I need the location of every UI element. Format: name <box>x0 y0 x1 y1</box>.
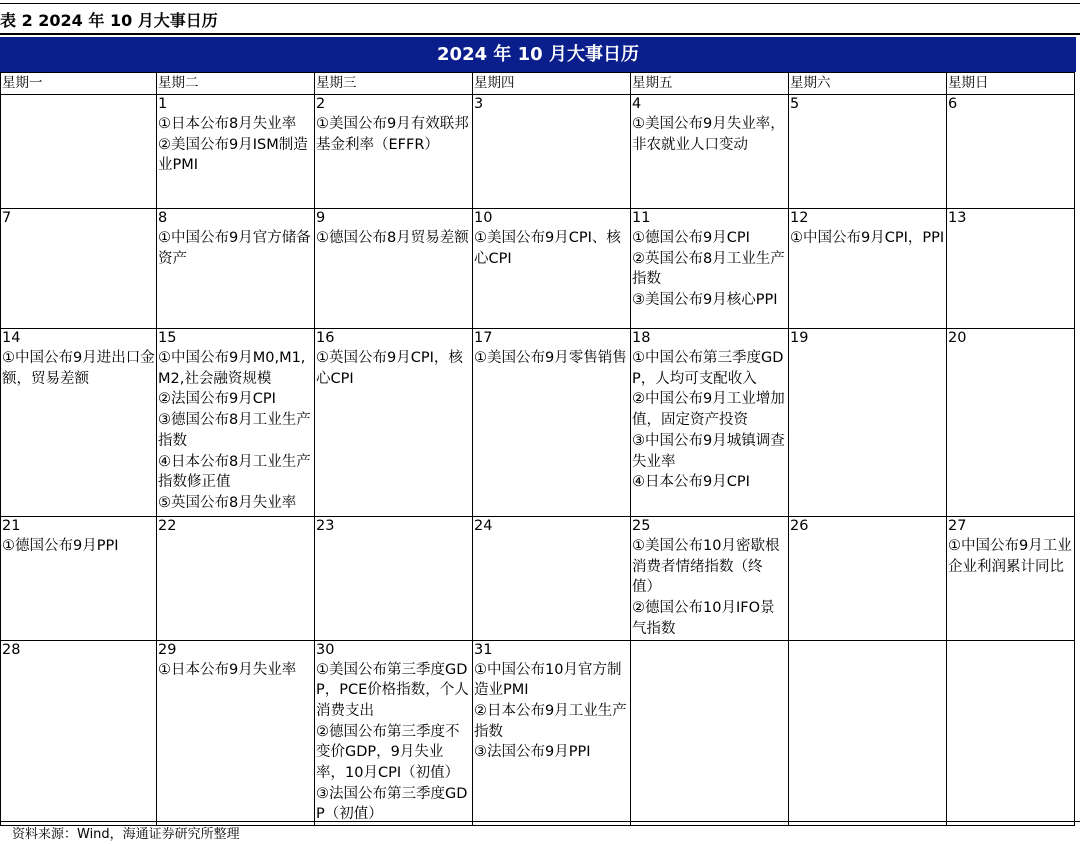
day-number: 12 <box>790 210 809 226</box>
day-cell <box>315 517 473 641</box>
day-cell <box>473 209 631 329</box>
day-events: ①美国公布9月有效联邦基金利率（EFFR） <box>316 116 469 153</box>
day-cell <box>631 95 789 209</box>
day-cell <box>473 517 631 641</box>
day-cell <box>473 95 631 209</box>
day-cell <box>1 209 157 329</box>
day-events: ①英国公布9月CPI，核心CPI <box>316 350 463 387</box>
day-number: 20 <box>948 330 967 346</box>
source-note: 资料来源：Wind，海通证券研究所整理 <box>12 827 240 842</box>
day-events: ①中国公布10月官方制造业PMI ②日本公布9月工业生产指数 ③法国公布9月PPI <box>474 661 627 761</box>
day-cell <box>789 640 947 826</box>
day-cell <box>315 329 473 517</box>
day-cell <box>473 640 631 826</box>
day-cell <box>631 209 789 329</box>
day-number: 29 <box>158 641 177 658</box>
day-cell <box>947 329 1075 517</box>
day-number <box>631 641 788 660</box>
day-cell <box>1 517 157 641</box>
day-events: ①中国公布9月工业企业利润累计同比 <box>948 538 1072 575</box>
day-cell <box>947 95 1075 209</box>
day-number: 16 <box>316 330 335 346</box>
day-cell <box>157 209 315 329</box>
day-number: 22 <box>158 518 177 534</box>
table-caption: 表 2 2024 年 10 月大事日历 <box>0 11 218 30</box>
day-number: 7 <box>2 210 12 226</box>
day-events: ①中国公布9月官方储备资产 <box>158 230 311 267</box>
day-events: ①中国公布9月M0,M1,M2,社会融资规模 ②法国公布9月CPI ③德国公布8月工业生产指数 ④日本公布8月工业生产指数修正值 ⑤英国公布8月失业率 <box>158 350 311 511</box>
day-number: 5 <box>790 96 800 112</box>
source-rule <box>0 821 1080 822</box>
day-number: 1 <box>158 96 168 112</box>
day-cell <box>1 640 157 826</box>
event-calendar-table <box>0 72 1075 826</box>
week-row <box>1 329 1075 517</box>
day-events: ①中国公布9月CPI，PPI <box>790 230 945 246</box>
day-cell <box>947 209 1075 329</box>
weekday-header: 星期日 <box>947 73 1075 95</box>
day-number <box>789 641 946 660</box>
day-cell <box>789 517 947 641</box>
day-number: 27 <box>948 518 967 534</box>
day-cell <box>315 640 473 826</box>
day-cell <box>789 209 947 329</box>
week-row <box>1 209 1075 329</box>
day-cell <box>1 329 157 517</box>
day-cell <box>157 329 315 517</box>
day-number: 30 <box>316 641 335 658</box>
day-events: ①德国公布9月PPI <box>2 538 119 554</box>
day-cell <box>157 517 315 641</box>
day-cell <box>315 209 473 329</box>
day-number: 24 <box>474 518 493 534</box>
day-events: ①美国公布9月失业率，非农就业人口变动 <box>632 116 785 153</box>
day-number: 9 <box>316 210 326 226</box>
day-number: 6 <box>948 96 958 112</box>
day-number: 31 <box>474 641 493 658</box>
day-number: 23 <box>316 518 335 534</box>
day-events: ①日本公布8月失业率 ②美国公布9月ISM制造业PMI <box>158 116 308 174</box>
day-number: 4 <box>632 96 642 112</box>
week-row <box>1 640 1075 826</box>
day-events: ①美国公布第三季度GDP，PCE价格指数，个人消费支出 ②德国公布第三季度不变价GDP，9月失业率，10月CPI（初值） ③法国公布第三季度GDP（初值） <box>316 661 469 823</box>
day-cell <box>1 95 157 209</box>
day-number: 8 <box>158 210 168 226</box>
day-number <box>1 95 156 114</box>
day-cell <box>473 329 631 517</box>
day-cell <box>315 95 473 209</box>
day-events: ①美国公布9月零售销售 <box>474 350 627 366</box>
weekday-header: 星期二 <box>157 73 315 95</box>
caption-rule <box>0 33 1080 35</box>
day-cell <box>157 640 315 826</box>
day-number: 28 <box>2 641 21 658</box>
day-number: 25 <box>632 518 651 534</box>
day-cell <box>631 640 789 826</box>
day-events: ①德国公布8月贸易差额 <box>316 230 469 246</box>
day-number: 19 <box>790 330 809 346</box>
week-row <box>1 517 1075 641</box>
day-number: 18 <box>632 330 651 346</box>
day-number: 26 <box>790 518 809 534</box>
weekday-header: 星期五 <box>631 73 789 95</box>
weekday-header: 星期一 <box>1 73 157 95</box>
day-number: 11 <box>632 210 651 226</box>
weekday-header: 星期四 <box>473 73 631 95</box>
day-cell <box>631 517 789 641</box>
day-events: ①美国公布10月密歇根消费者情绪指数（终值） ②德国公布10月IFO景气指数 <box>632 538 780 637</box>
day-events: ①中国公布第三季度GDP，人均可支配收入 ②中国公布9月工业增加值，固定资产投资 ③中国公布9月城镇调查失业率 ④日本公布9月CPI <box>632 350 785 491</box>
day-cell <box>631 329 789 517</box>
calendar-banner: 2024 年 10 月大事日历 <box>0 37 1076 72</box>
day-number <box>947 641 1074 660</box>
day-number: 21 <box>2 518 21 534</box>
top-rule <box>0 3 1080 4</box>
day-cell <box>157 95 315 209</box>
day-number: 13 <box>948 210 967 226</box>
day-events: ①中国公布9月进出口金额，贸易差额 <box>2 350 155 387</box>
day-cell <box>789 95 947 209</box>
week-row <box>1 95 1075 209</box>
day-number: 14 <box>2 330 21 346</box>
day-cell <box>789 329 947 517</box>
day-events: ①美国公布9月CPI、核心CPI <box>474 230 621 267</box>
day-cell <box>947 640 1075 826</box>
day-events: ①德国公布9月CPI ②英国公布8月工业生产指数 ③美国公布9月核心PPI <box>632 230 785 309</box>
weekday-header: 星期六 <box>789 73 947 95</box>
day-events: ①日本公布9月失业率 <box>158 661 297 678</box>
day-number: 2 <box>316 96 326 112</box>
weekday-header: 星期三 <box>315 73 473 95</box>
day-number: 10 <box>474 210 493 226</box>
day-cell <box>947 517 1075 641</box>
day-number: 3 <box>474 96 484 112</box>
weekday-header-row <box>1 73 1075 95</box>
day-number: 15 <box>158 330 177 346</box>
day-number: 17 <box>474 330 493 346</box>
